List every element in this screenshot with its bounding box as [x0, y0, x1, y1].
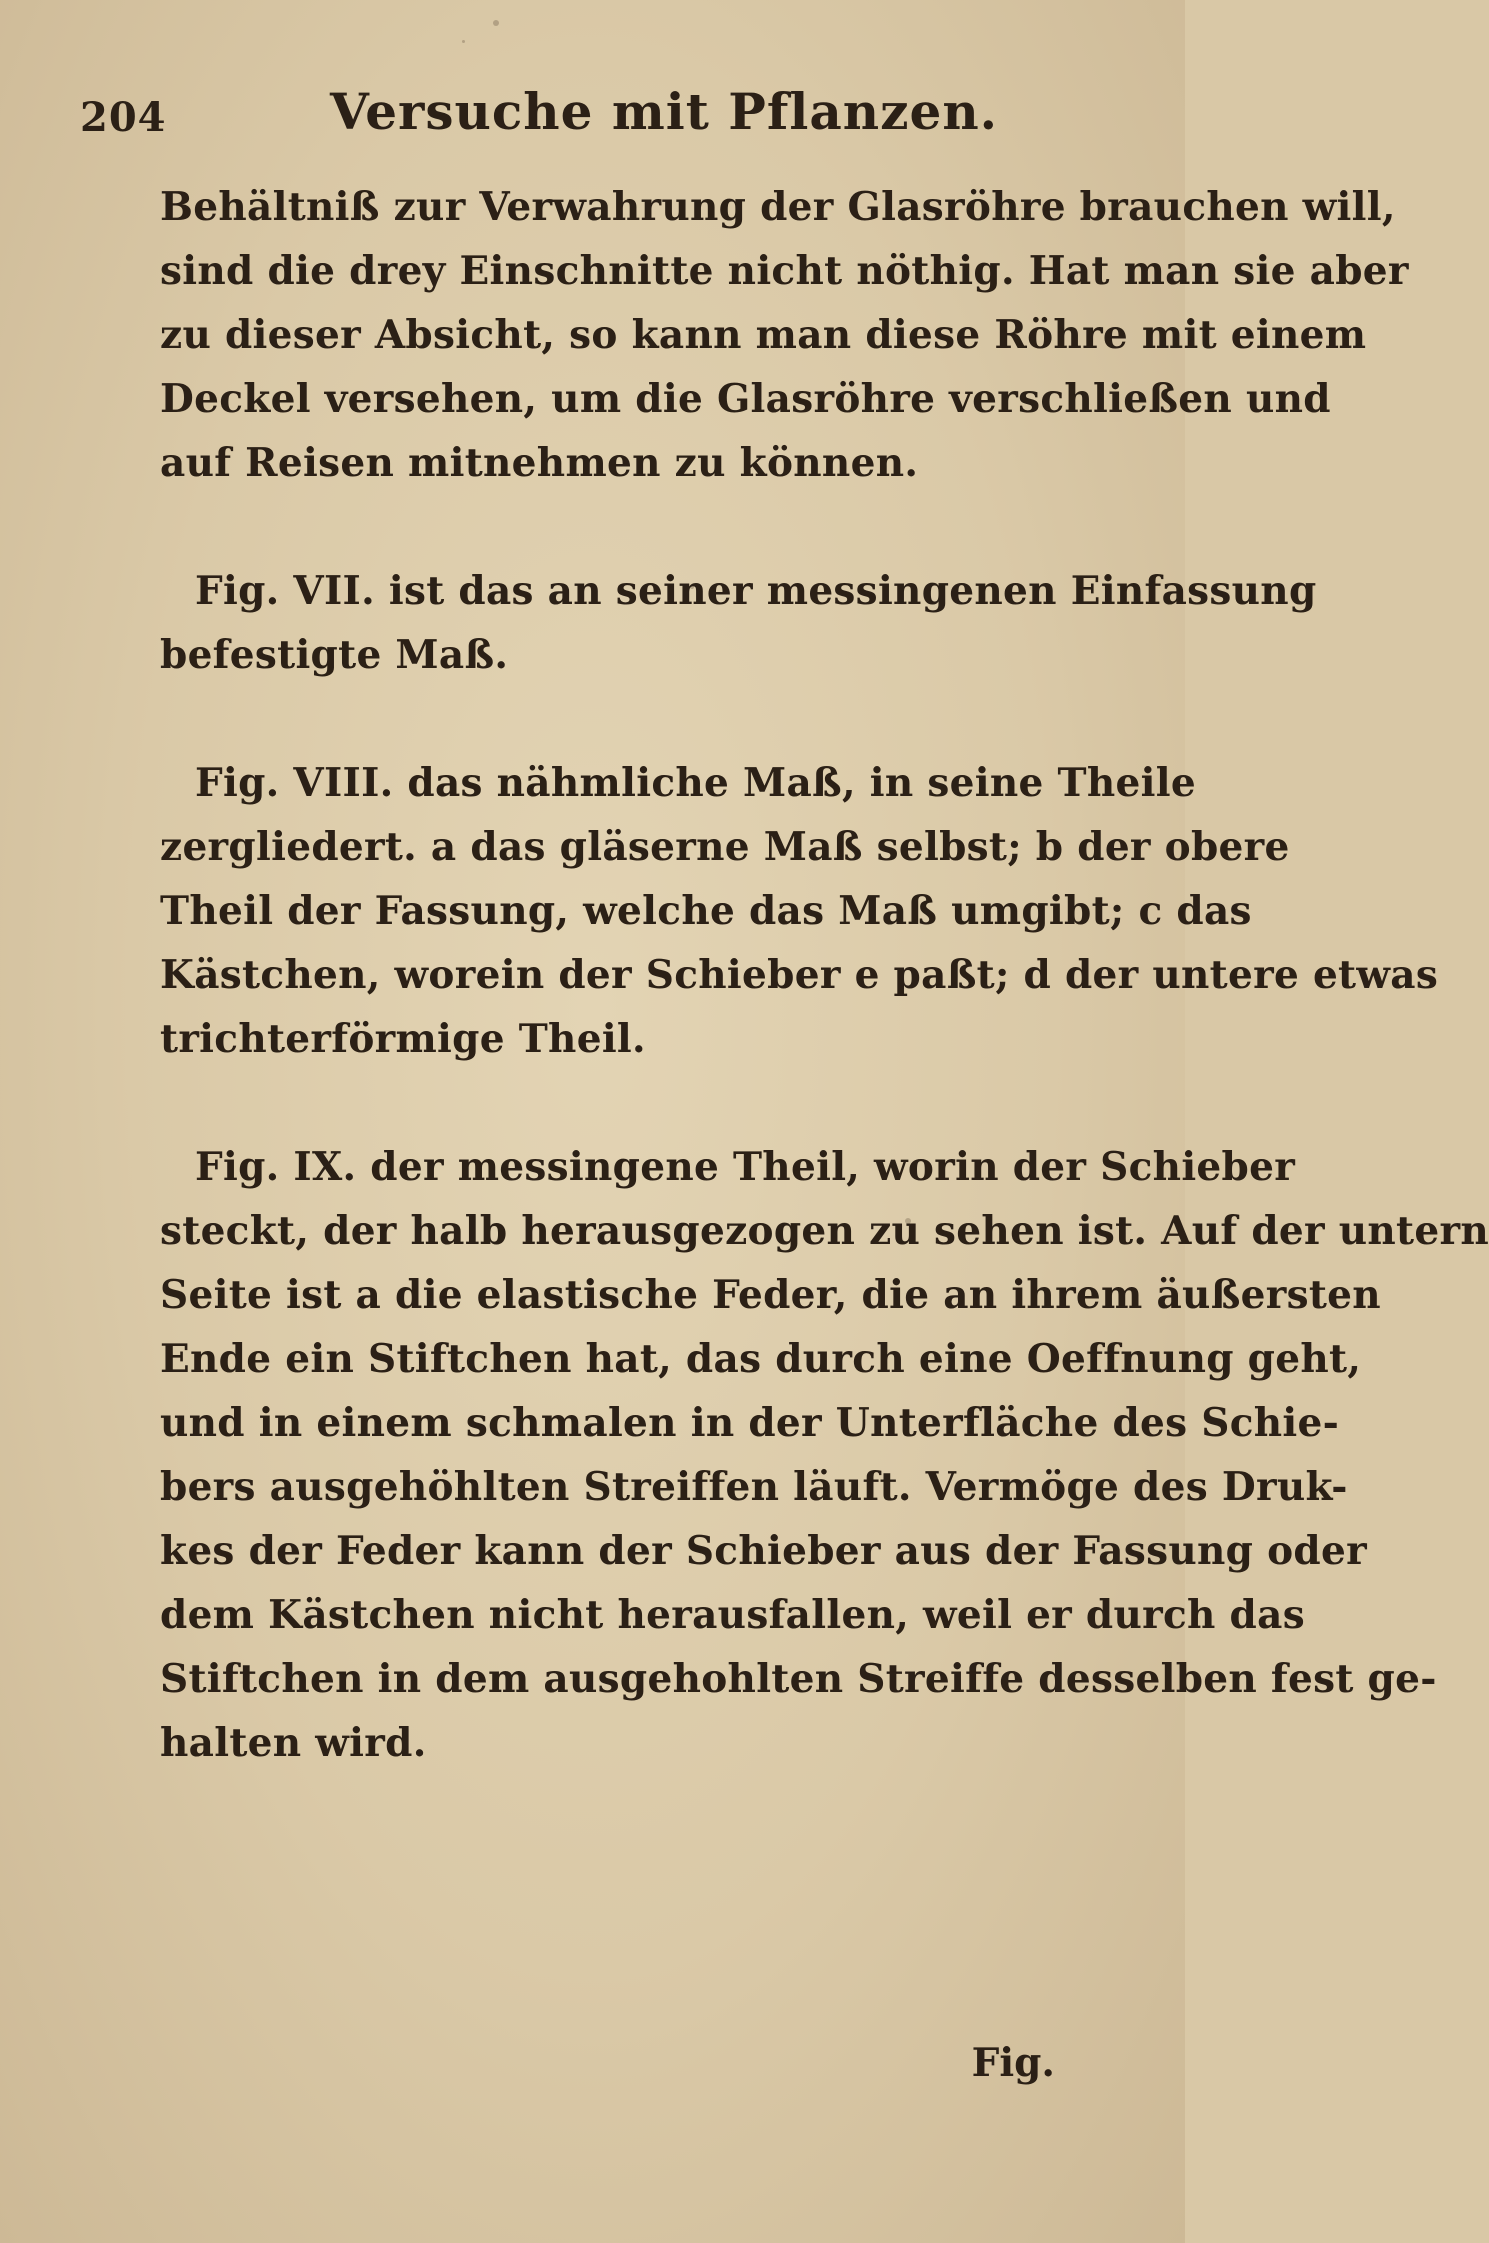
text-line: und in einem schmalen in der Unterfläche des Schie- — [160, 1400, 1340, 1446]
paper-speck — [493, 20, 499, 26]
page-number: 204 — [80, 94, 167, 141]
text-line: kes der Feder kann der Schieber aus der Fassung oder — [160, 1528, 1367, 1574]
text-line: befestigte Maß. — [160, 632, 509, 678]
paragraph — [160, 559, 1317, 687]
text-line: sind die drey Einschnitte nicht nöthig. Hat man sie aber — [160, 248, 1409, 294]
text-line: bers ausgehöhlten Streiffen läuft. Vermöge des Druk- — [160, 1464, 1348, 1510]
text-line: Stiftchen in dem ausgehohlten Streiffe desselben fest ge- — [160, 1656, 1437, 1702]
text-line: Fig. VII. ist das an seiner messingenen Einfassung — [195, 568, 1317, 614]
text-line: steckt, der halb herausgezogen zu sehen ist. Auf der untern — [160, 1208, 1489, 1254]
text-line: Fig. VIII. das nähmliche Maß, in seine Theile — [195, 760, 1196, 806]
text-line: Theil der Fassung, welche das Maß umgibt; c das — [160, 888, 1252, 934]
text-line: Fig. IX. der messingene Theil, worin der Schieber — [195, 1144, 1296, 1190]
text-line: zergliedert. a das gläserne Maß selbst; b der obere — [160, 824, 1290, 870]
page-header — [80, 82, 1100, 162]
text-line: dem Kästchen nicht herausfallen, weil er durch das — [160, 1592, 1305, 1638]
paper-speck — [462, 40, 465, 43]
paragraph — [160, 1135, 1489, 1775]
paragraph-gap — [160, 687, 1160, 751]
text-line: trichterförmige Theil. — [160, 1016, 646, 1062]
text-line: auf Reisen mitnehmen zu können. — [160, 440, 919, 486]
paragraph — [160, 751, 1439, 1071]
text-line: Kästchen, worein der Schieber e paßt; d der untere etwas — [160, 952, 1439, 998]
text-line: Behältniß zur Verwahrung der Glasröhre brauchen will, — [160, 184, 1396, 230]
paragraph — [160, 175, 1409, 495]
paragraph-gap — [160, 495, 1160, 559]
text-line: Seite ist a die elastische Feder, die an ihrem äußersten — [160, 1272, 1381, 1318]
running-title: Versuche mit Pflanzen. — [330, 82, 999, 141]
catchword: Fig. — [971, 2040, 1055, 2086]
paragraph-gap — [160, 1071, 1160, 1135]
text-line: halten wird. — [160, 1720, 427, 1766]
text-line: zu dieser Absicht, so kann man diese Röhre mit einem — [160, 312, 1367, 358]
body-text — [160, 175, 1489, 1775]
text-line: Deckel versehen, um die Glasröhre verschließen und — [160, 376, 1331, 422]
text-line: Ende ein Stiftchen hat, das durch eine Oeffnung geht, — [160, 1336, 1362, 1382]
